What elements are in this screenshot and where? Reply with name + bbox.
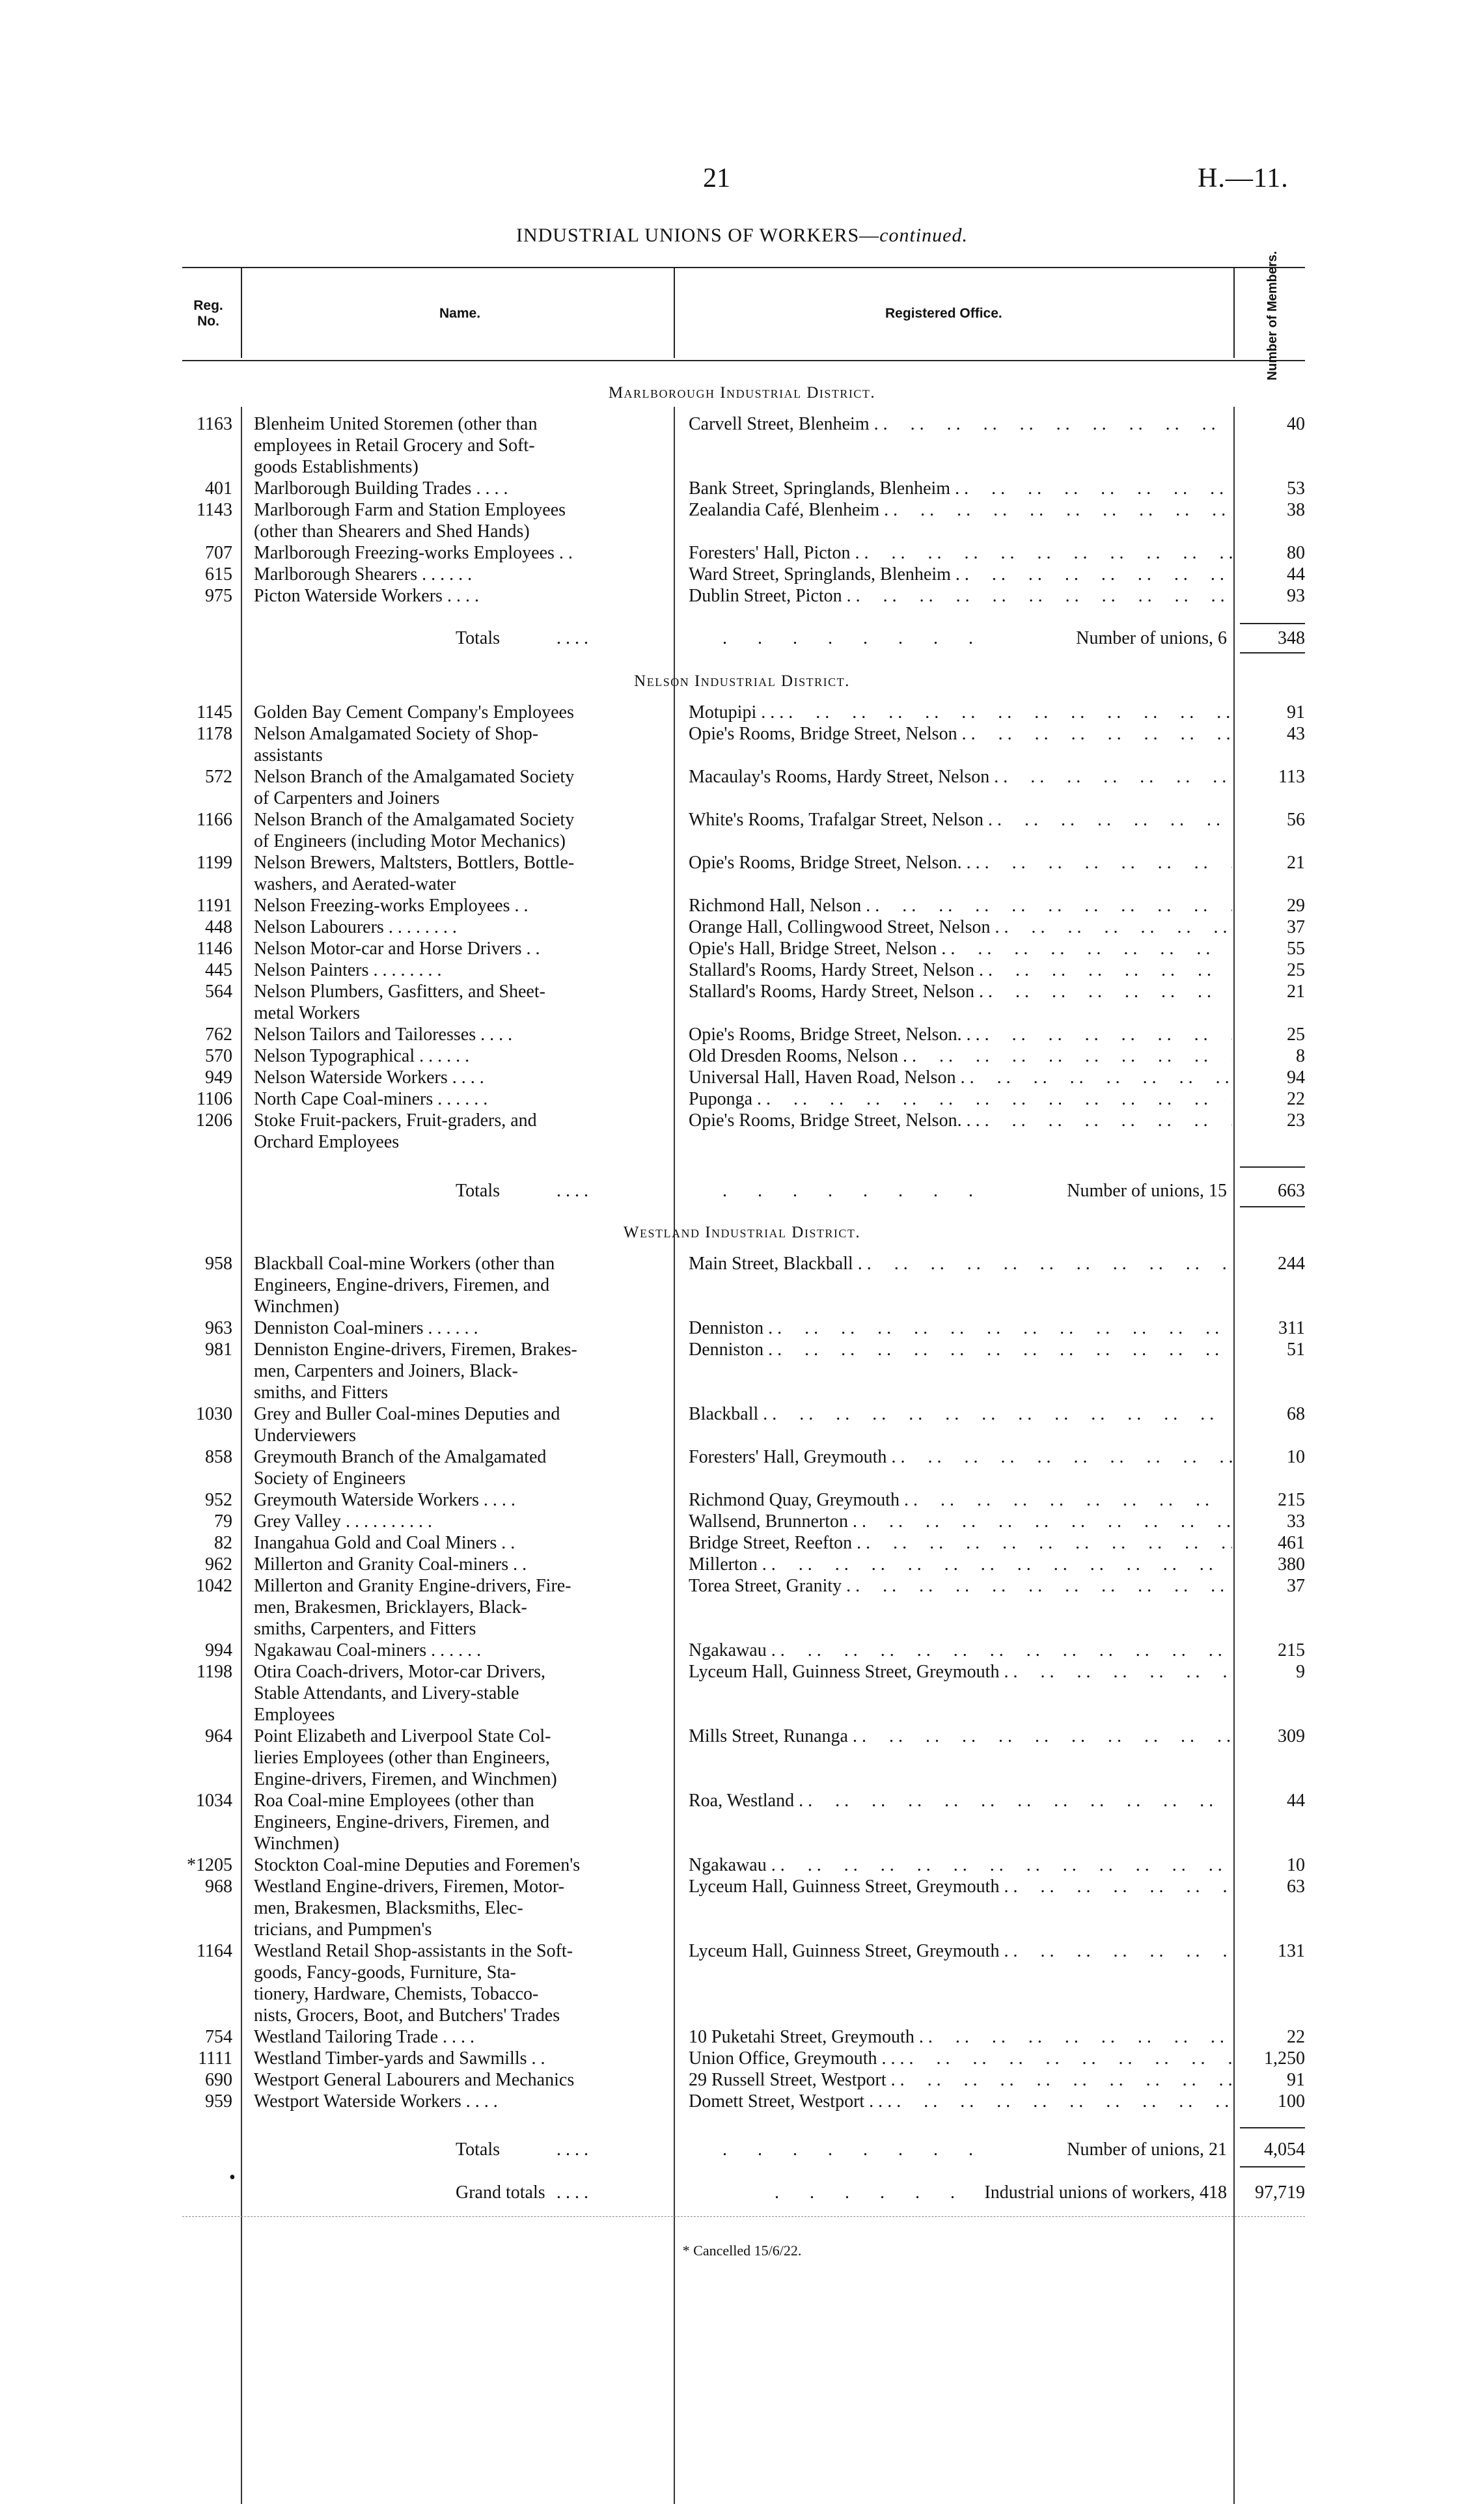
reg-number: 1164 [197, 1941, 232, 1961]
registered-office: Opie's Rooms, Bridge Street, Nelson. . . . [689, 1110, 1232, 1131]
registered-office: Motupipi . . . . [689, 702, 1232, 723]
registered-office: White's Rooms, Trafalgar Street, Nelson . . [689, 809, 1232, 831]
union-name: Nelson Waterside Workers . . . . [254, 1067, 484, 1088]
reg-number: 82 [214, 1533, 232, 1553]
member-count: 1,250 [1264, 2048, 1305, 2069]
registered-office: Lyceum Hall, Guinness Street, Greymouth . . [689, 1661, 1232, 1683]
union-name: Stockton Coal-mine Deputies and Foremen's [254, 1855, 581, 1875]
leader-dots: . . . . [556, 628, 588, 648]
reg-number: 1146 [197, 939, 232, 959]
grand-total-value: 97,719 [1255, 2182, 1305, 2203]
member-count: 63 [1287, 1877, 1305, 1897]
registered-office: Ngakawau . . [689, 1640, 1232, 1661]
reg-number: 1042 [196, 1576, 232, 1596]
union-name: Blenheim United Storemen (other than employees in Retail Grocery and Soft- goods Establishments) [254, 414, 538, 477]
union-name: Point Elizabeth and Liverpool State Col- lieries Employees (other than Engineers, Engine-drivers, Firemen, and Winchmen) [254, 1726, 557, 1789]
member-count: 23 [1287, 1110, 1305, 1131]
member-count: 309 [1278, 1726, 1305, 1746]
member-count: 37 [1287, 1576, 1305, 1596]
member-count: 56 [1287, 810, 1305, 830]
column-rule [241, 407, 242, 2504]
reg-number: 754 [205, 2027, 232, 2047]
title-suffix: continued. [879, 225, 968, 246]
union-count: Number of unions, 21 [1067, 2139, 1227, 2160]
reg-number: 964 [205, 1726, 232, 1746]
union-name: Roa Coal-mine Employees (other than Engineers, Engine-drivers, Firemen, and Winchmen) [254, 1791, 550, 1854]
member-count: 22 [1287, 2027, 1305, 2047]
subtotal-rule [1240, 652, 1305, 654]
union-name: Picton Waterside Workers . . . . [254, 586, 479, 606]
grand-union-count: Industrial unions of workers, 418 [984, 2182, 1227, 2203]
union-name: Denniston Coal-miners . . . . . . [254, 1318, 478, 1338]
header-column-divider [241, 268, 242, 358]
registered-office: Carvell Street, Blenheim . . [689, 413, 1232, 435]
district-total: 663 [1278, 1181, 1305, 1201]
member-count: 244 [1278, 1254, 1305, 1274]
reg-number: 975 [205, 586, 232, 606]
registered-office: Universal Hall, Haven Road, Nelson . . [689, 1067, 1232, 1088]
district-total: 4,054 [1264, 2139, 1305, 2160]
member-count: 9 [1296, 1662, 1305, 1682]
union-name: Marlborough Freezing-works Employees . . [254, 543, 573, 563]
member-count: 38 [1287, 500, 1305, 520]
union-name: Otira Coach-drivers, Motor-car Drivers, Stable Attendants, and Livery-stable Employees [254, 1662, 546, 1725]
member-count: 25 [1287, 1025, 1305, 1045]
reg-number: 690 [205, 2070, 232, 2090]
union-name: Nelson Brewers, Maltsters, Bottlers, Bottle- washers, and Aerated-water [254, 853, 575, 894]
member-count: 29 [1287, 896, 1305, 916]
union-name: Millerton and Granity Coal-miners . . [254, 1554, 527, 1575]
reg-number: 981 [205, 1340, 232, 1360]
totals-label: Totals [456, 1181, 501, 1201]
reg-number: 963 [205, 1318, 232, 1338]
union-name: Westport General Labourers and Mechanics [254, 2070, 575, 2090]
district-heading: Marlborough Industrial District. [608, 384, 876, 402]
member-count: 21 [1287, 982, 1305, 1002]
member-count: 43 [1287, 724, 1305, 744]
union-name: Denniston Engine-drivers, Firemen, Brakes- men, Carpenters and Joiners, Black- smiths, and Fitters [254, 1340, 577, 1403]
member-count: 380 [1278, 1554, 1305, 1575]
registered-office: Lyceum Hall, Guinness Street, Greymouth . . [689, 1876, 1232, 1897]
registered-office: Main Street, Blackball . . [689, 1253, 1232, 1274]
reg-number: 958 [205, 1254, 232, 1274]
registered-office: Stallard's Rooms, Hardy Street, Nelson . . [689, 959, 1232, 981]
reg-number: 572 [205, 767, 232, 787]
registered-office: Bridge Street, Reefton . . [689, 1532, 1232, 1554]
member-count: 113 [1278, 767, 1305, 787]
registered-office: Orange Hall, Collingwood Street, Nelson . . [689, 916, 1232, 938]
member-count: 8 [1296, 1046, 1305, 1066]
registered-office: Ward Street, Springlands, Blenheim . . [689, 564, 1232, 585]
reg-number: 858 [205, 1447, 232, 1467]
registered-office: Mills Street, Runanga . . [689, 1726, 1232, 1747]
member-count: 21 [1287, 853, 1305, 873]
registered-office: Torea Street, Granity . . [689, 1575, 1232, 1597]
member-count: 10 [1287, 1447, 1305, 1467]
reg-number: 615 [205, 564, 232, 585]
union-name: Inangahua Gold and Coal Miners . . [254, 1533, 515, 1553]
union-name: Nelson Freezing-works Employees . . [254, 896, 529, 916]
union-name: Blackball Coal-mine Workers (other than Engineers, Engine-drivers, Firemen, and Winchmen) [254, 1254, 555, 1317]
registered-office: Opie's Rooms, Bridge Street, Nelson. . . . [689, 852, 1232, 874]
union-name: Westport Waterside Workers . . . . [254, 2091, 498, 2112]
registered-office: Opie's Rooms, Bridge Street, Nelson . . [689, 723, 1232, 745]
registered-office: Richmond Quay, Greymouth . . [689, 1489, 1232, 1511]
member-count: 461 [1278, 1533, 1305, 1553]
reg-number: 448 [205, 917, 232, 937]
reg-number: 1198 [197, 1662, 232, 1682]
union-name: Greymouth Waterside Workers . . . . [254, 1490, 515, 1510]
header-top-rule [182, 267, 1305, 268]
header-column-divider [1233, 268, 1235, 358]
subtotal-rule [1240, 1166, 1305, 1168]
registered-office: Denniston . . [689, 1339, 1232, 1360]
member-count: 131 [1278, 1941, 1305, 1961]
leader-dots: . . . . . . . . [722, 628, 973, 648]
registered-office: Macaulay's Rooms, Hardy Street, Nelson . . [689, 766, 1232, 788]
district-total: 348 [1278, 628, 1305, 648]
registered-office: Zealandia Café, Blenheim . . [689, 499, 1232, 521]
reg-number: 1166 [197, 810, 232, 830]
grand-totals-label: Grand totals [456, 2182, 545, 2203]
registered-office: Foresters' Hall, Greymouth . . [689, 1446, 1232, 1468]
union-name: Nelson Branch of the Amalgamated Society of Engineers (including Motor Mechanics) [254, 810, 575, 851]
union-name: Marlborough Building Trades . . . . [254, 478, 508, 499]
registered-office: Opie's Hall, Bridge Street, Nelson . . [689, 938, 1232, 959]
totals-label: Totals [456, 2139, 501, 2160]
union-name: Nelson Labourers . . . . . . . . [254, 917, 457, 937]
reg-number: 968 [205, 1877, 232, 1897]
reg-number: 1034 [196, 1791, 232, 1811]
reg-number: 1191 [197, 896, 232, 916]
member-count: 91 [1287, 2070, 1305, 2090]
member-count: 55 [1287, 939, 1305, 959]
title-main: INDUSTRIAL UNIONS OF WORKERS— [515, 225, 880, 246]
union-name: Nelson Branch of the Amalgamated Society of Carpenters and Joiners [254, 767, 575, 808]
page-number: 21 [703, 163, 730, 193]
union-name: Marlborough Farm and Station Employees (other than Shearers and Shed Hands) [254, 500, 566, 542]
registered-office: Old Dresden Rooms, Nelson . . [689, 1045, 1232, 1067]
column-header-name: Name. [439, 306, 481, 321]
leader-dots: . . . . [556, 2182, 588, 2203]
union-name: Grey Valley . . . . . . . . . . [254, 1511, 432, 1532]
leader-dots: . . . . . . [775, 2182, 955, 2203]
subtotal-rule [1240, 2127, 1305, 2128]
union-count: Number of unions, 15 [1067, 1181, 1227, 1201]
member-count: 215 [1278, 1640, 1305, 1660]
reg-number: 707 [205, 543, 232, 563]
union-name: Nelson Tailors and Tailoresses . . . . [254, 1025, 513, 1045]
member-count: 215 [1278, 1490, 1305, 1510]
union-name: Nelson Painters . . . . . . . . [254, 960, 442, 980]
reg-number: 994 [205, 1640, 232, 1660]
subtotal-rule [1240, 2166, 1305, 2167]
union-name: Nelson Plumbers, Gasfitters, and Sheet- metal Workers [254, 982, 545, 1023]
registered-office: Bank Street, Springlands, Blenheim . . [689, 478, 1232, 499]
reg-number: *1205 [187, 1855, 232, 1875]
column-header-reg: Reg. No. [193, 298, 223, 329]
registered-office: Foresters' Hall, Picton . . [689, 542, 1232, 564]
member-count: 91 [1287, 702, 1305, 722]
registered-office: Lyceum Hall, Guinness Street, Greymouth . . [689, 1940, 1232, 1962]
registered-office: 29 Russell Street, Westport . . [689, 2069, 1232, 2091]
reg-number: 959 [205, 2091, 232, 2112]
leader-dots: . . . . [556, 2139, 588, 2160]
document-code: H.—11. [1198, 163, 1289, 193]
member-count: 94 [1287, 1067, 1305, 1088]
union-count: Number of unions, 6 [1076, 628, 1227, 648]
leader-dots: . . . . . . . . [722, 2139, 973, 2160]
union-name: Westland Retail Shop-assistants in the Soft- goods, Fancy-goods, Furniture, Sta- tionery, Hardware, Chemists, Tobacco- nists, Grocers, Boot, and Butchers' Trades [254, 1941, 573, 2026]
reg-number: 1106 [197, 1089, 232, 1109]
union-name: Westland Timber-yards and Sawmills . . [254, 2048, 545, 2069]
registered-office: Ngakawau . . [689, 1854, 1232, 1876]
reg-number: 1178 [197, 724, 232, 744]
union-name: Ngakawau Coal-miners . . . . . . [254, 1640, 482, 1660]
reg-number: 445 [205, 960, 232, 980]
subtotal-rule [1240, 623, 1305, 624]
column-header-members: Number of Members. [1265, 251, 1280, 381]
registered-office: Dublin Street, Picton . . [689, 585, 1232, 607]
reg-number: 1111 [198, 2048, 232, 2069]
union-name: Greymouth Branch of the Amalgamated Society of Engineers [254, 1447, 547, 1489]
union-name: Nelson Motor-car and Horse Drivers . . [254, 939, 540, 959]
registered-office: Domett Street, Westport . . . . [689, 2091, 1232, 2112]
member-count: 44 [1287, 564, 1305, 585]
union-name: North Cape Coal-miners . . . . . . [254, 1089, 488, 1109]
registered-office: Union Office, Greymouth . . . . [689, 2048, 1232, 2069]
table-title [0, 225, 1484, 247]
registered-office: Millerton . . [689, 1554, 1232, 1575]
registered-office: Richmond Hall, Nelson . . [689, 895, 1232, 916]
member-count: 100 [1278, 2091, 1305, 2112]
member-count: 311 [1278, 1318, 1305, 1338]
union-name: Nelson Typographical . . . . . . [254, 1046, 470, 1066]
member-count: 68 [1287, 1404, 1305, 1424]
reg-number: 1143 [197, 500, 232, 520]
header-column-divider [674, 268, 675, 358]
registered-office: Blackball . . [689, 1403, 1232, 1425]
reg-number: 762 [205, 1025, 232, 1045]
member-count: 33 [1287, 1511, 1305, 1532]
leader-dots: . . . . . . . . [722, 1181, 973, 1201]
stray-mark: • [229, 2167, 236, 2188]
reg-number: 1163 [197, 414, 232, 434]
district-heading: Westland Industrial District. [623, 1224, 861, 1241]
union-name: Westland Engine-drivers, Firemen, Motor- men, Brakesmen, Blacksmiths, Elec- tricians, and Pumpmen's [254, 1877, 564, 1940]
reg-number: 1206 [196, 1110, 232, 1131]
reg-number: 962 [205, 1554, 232, 1575]
reg-number: 401 [205, 478, 232, 499]
registered-office: Wallsend, Brunnerton . . [689, 1511, 1232, 1532]
union-name: Golden Bay Cement Company's Employees [254, 702, 574, 722]
column-header-office: Registered Office. [885, 306, 1002, 321]
member-count: 40 [1287, 414, 1305, 434]
subtotal-rule [1240, 1206, 1305, 1207]
union-name: Grey and Buller Coal-mines Deputies and Underviewers [254, 1404, 560, 1446]
reg-number: 1199 [197, 853, 232, 873]
member-count: 25 [1287, 960, 1305, 980]
registered-office: Opie's Rooms, Bridge Street, Nelson. . . . [689, 1024, 1232, 1045]
member-count: 10 [1287, 1855, 1305, 1875]
registered-office: Puponga . . [689, 1088, 1232, 1110]
leader-dots: . . . . [556, 1181, 588, 1201]
registered-office: Denniston . . [689, 1317, 1232, 1339]
reg-number: 570 [205, 1046, 232, 1066]
registered-office: Stallard's Rooms, Hardy Street, Nelson . . [689, 981, 1232, 1002]
reg-number: 949 [205, 1067, 232, 1088]
footnote: * Cancelled 15/6/22. [682, 2242, 802, 2259]
reg-number: 79 [214, 1511, 232, 1532]
union-name: Stoke Fruit-packers, Fruit-graders, and Orchard Employees [254, 1110, 537, 1152]
reg-number: 952 [205, 1490, 232, 1510]
union-name: Millerton and Granity Engine-drivers, Fire- men, Brakesmen, Bricklayers, Black- smiths, Carpenters, and Fitters [254, 1576, 571, 1639]
union-name: Nelson Amalgamated Society of Shop- assistants [254, 724, 539, 765]
header-bottom-rule [182, 360, 1305, 361]
totals-label: Totals [456, 628, 501, 648]
reg-number: 1030 [196, 1404, 232, 1424]
district-heading: Nelson Industrial District. [634, 672, 850, 690]
member-count: 80 [1287, 543, 1305, 563]
column-rule [674, 407, 675, 2504]
table-bottom-rule [182, 2216, 1305, 2217]
member-count: 44 [1287, 1791, 1305, 1811]
member-count: 53 [1287, 478, 1305, 499]
registered-office: Roa, Westland . . [689, 1790, 1232, 1811]
member-count: 22 [1287, 1089, 1305, 1109]
reg-number: 564 [205, 982, 232, 1002]
union-name: Westland Tailoring Trade . . . . [254, 2027, 475, 2047]
union-name: Marlborough Shearers . . . . . . [254, 564, 473, 585]
member-count: 51 [1287, 1340, 1305, 1360]
column-rule [1233, 407, 1235, 2504]
member-count: 37 [1287, 917, 1305, 937]
reg-number: 1145 [197, 702, 232, 722]
member-count: 93 [1287, 586, 1305, 606]
registered-office: 10 Puketahi Street, Greymouth . . [689, 2026, 1232, 2048]
